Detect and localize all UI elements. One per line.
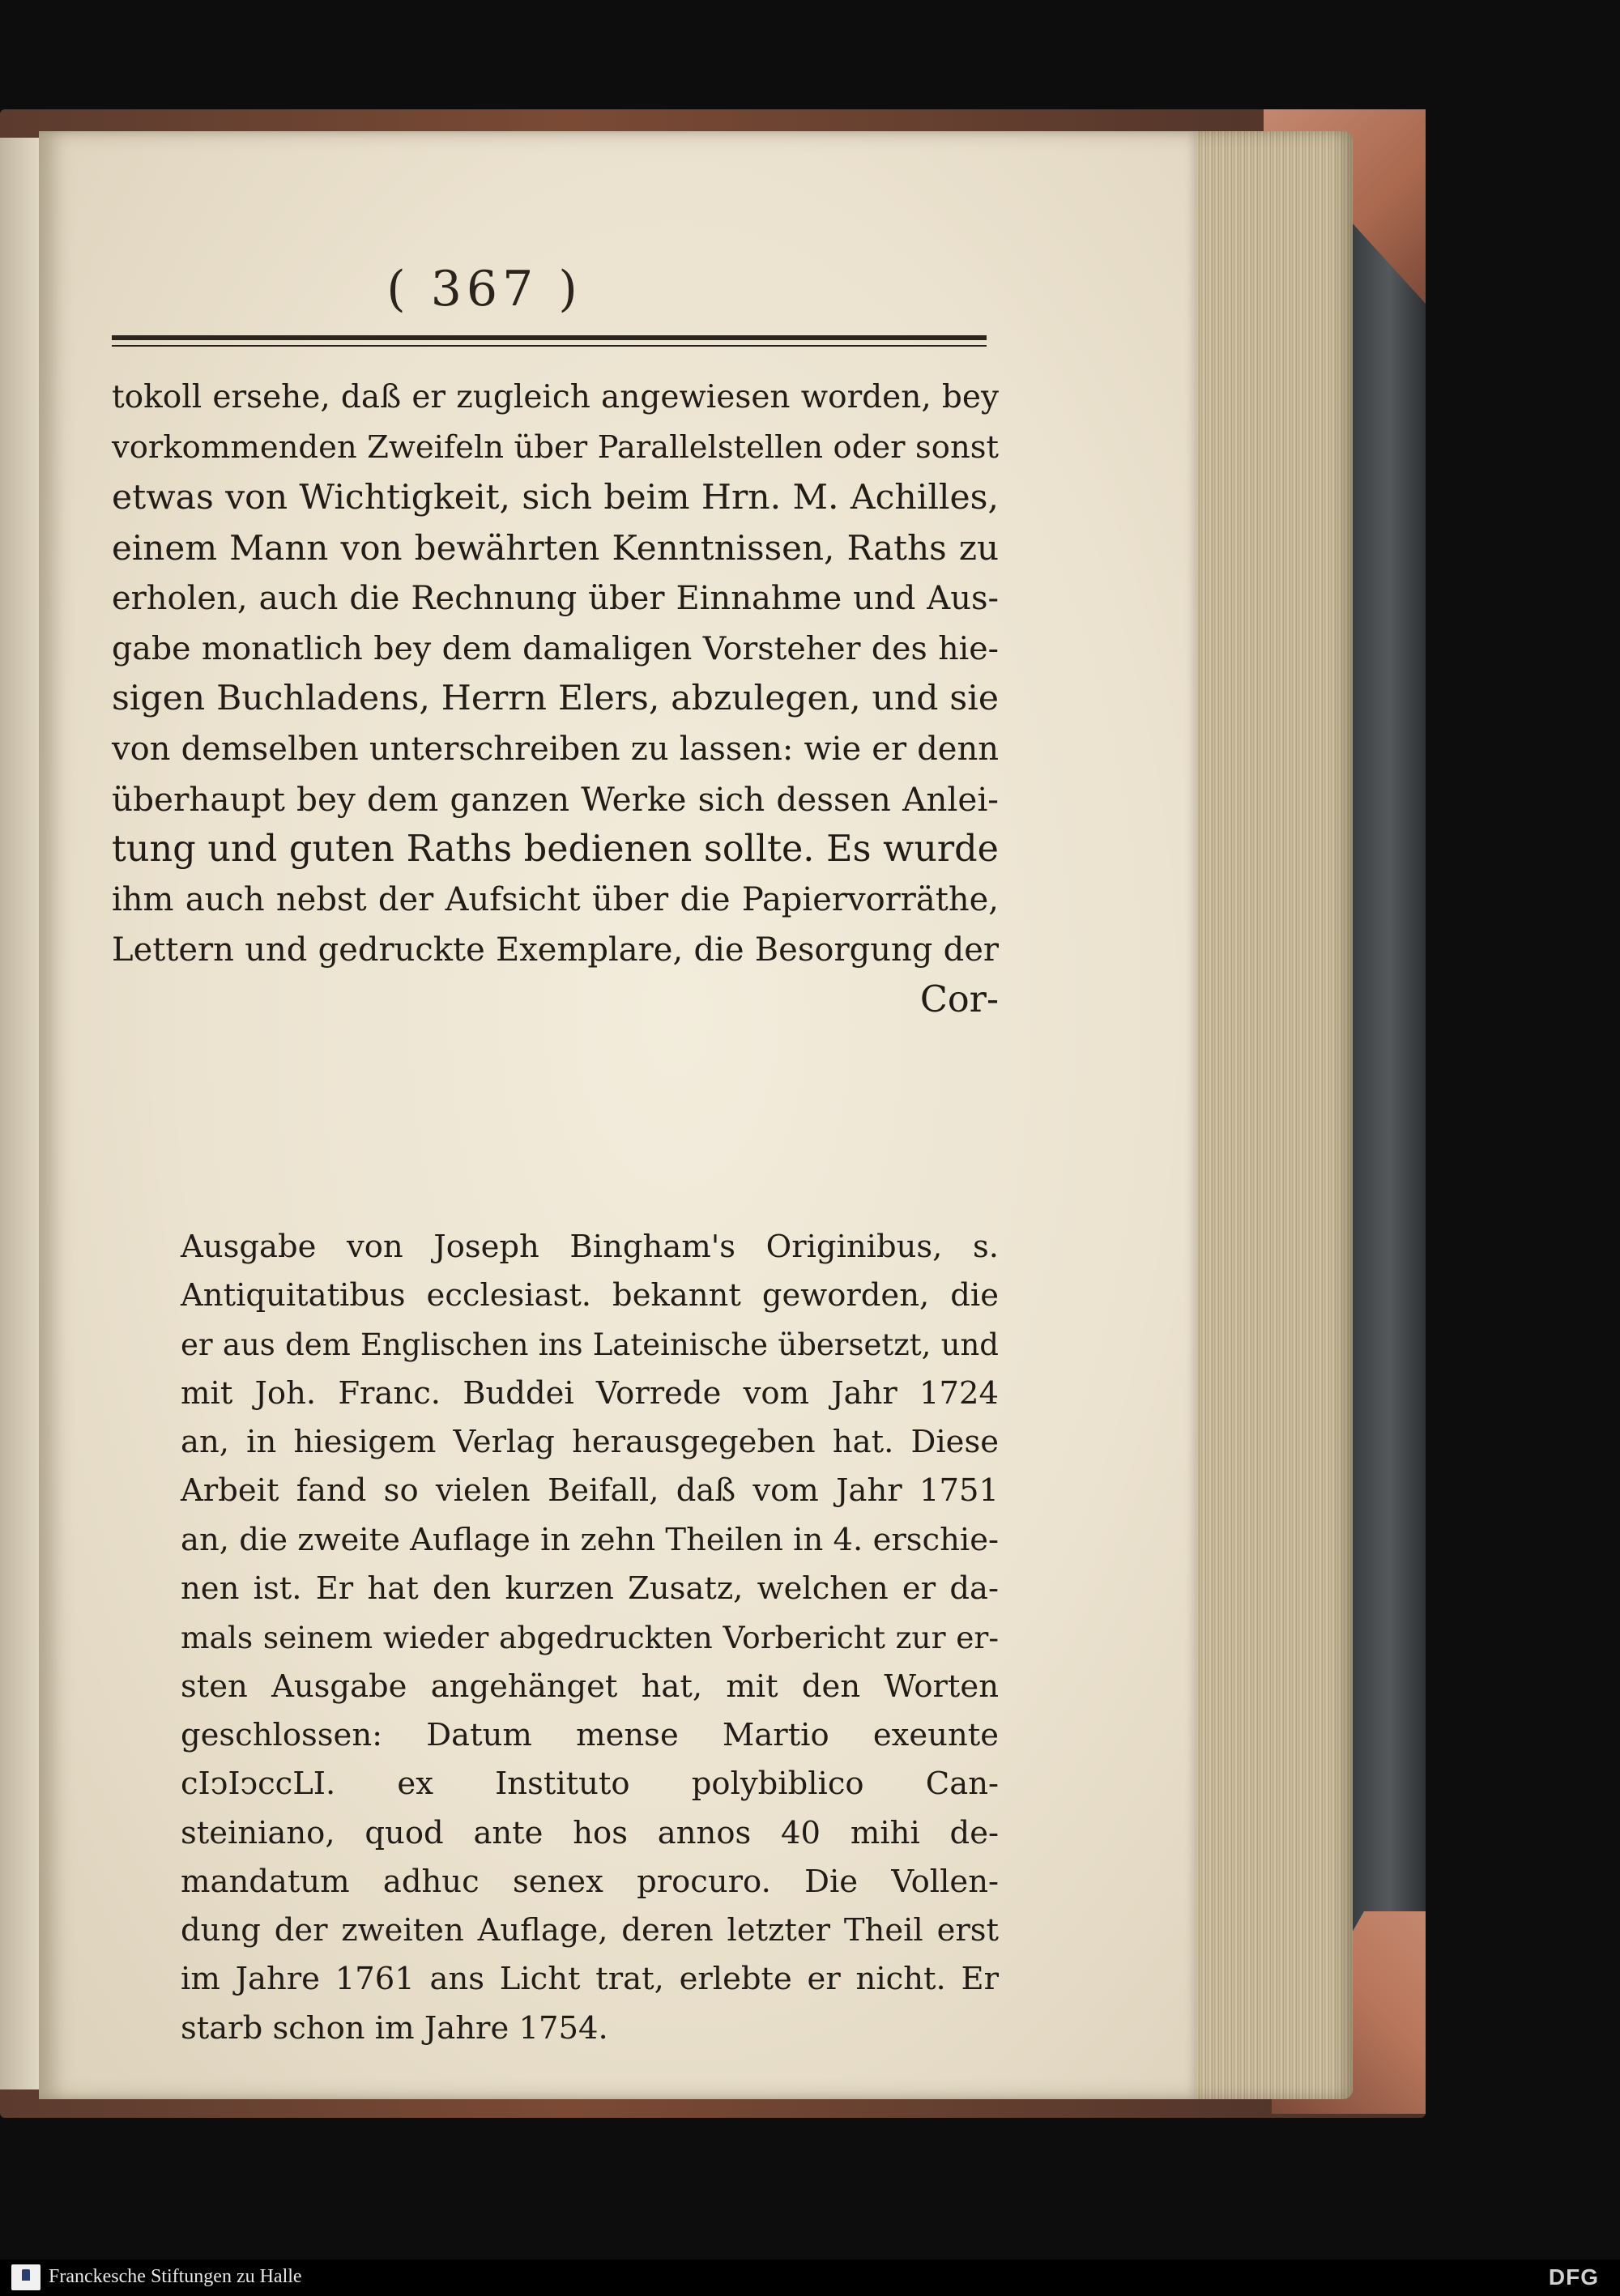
footnote-line: cIↄIↄccLI. ex Instituto polybiblico Can- [181, 1766, 999, 1803]
page-block-edges [1187, 131, 1353, 2099]
footnote-line: dung der zweiten Auflage, deren letzter Theil erst [181, 1912, 999, 1949]
footnote-line: Arbeit fand so vielen Beifall, daß vom Jahr 1751 [181, 1472, 999, 1510]
footnote-line: steiniano, quod ante hos annos 40 mihi de- [181, 1814, 999, 1851]
text-line: sigen Buchladens, Herrn Elers, abzulegen, und sie [112, 679, 999, 718]
book-page [39, 131, 1197, 2099]
footnote [181, 1223, 999, 2053]
book-board [1353, 154, 1426, 2081]
text-line: tung und guten Raths bedienen sollte. Es wurde [112, 829, 999, 870]
footnote-line: er aus dem Englischen ins Lateinische übersetzt, und [181, 1327, 999, 1362]
main-text [112, 373, 999, 1025]
page-number: ( 367 ) [386, 261, 582, 317]
left-page-edge [0, 138, 40, 2089]
footnote-line: nen ist. Er hat den kurzen Zusatz, welchen er da- [181, 1570, 999, 1608]
footnote-line: mandatum adhuc senex procuro. Die Vollen- [181, 1863, 999, 1900]
footnote-line: an, die zweite Auflage in zehn Theilen in 4. erschie- [181, 1521, 999, 1558]
footnote-line: an, in hiesigem Verlag herausgegeben hat. Diese [181, 1424, 999, 1461]
institution-logo-icon [11, 2264, 40, 2290]
institution-name: Franckesche Stiftungen zu Halle [49, 2266, 302, 2287]
catchword: Cor- [919, 979, 999, 1020]
footnote-line: mit Joh. Franc. Buddei Vorrede vom Jahr 1724 [181, 1374, 999, 1412]
text-line: vorkommenden Zweifeln über Parallelstellen oder sonst [112, 429, 999, 466]
footnote-line: sten Ausgabe angehänget hat, mit den Worten [181, 1668, 999, 1705]
text-line: etwas von Wichtigkeit, sich beim Hrn. M. Achilles, [112, 478, 999, 518]
text-line: einem Mann von bewährten Kenntnissen, Raths zu [112, 528, 999, 568]
header-rule-thin [112, 345, 987, 347]
footnote-line: Antiquitatibus ecclesiast. bekannt geworden, die [181, 1277, 999, 1314]
footnote-line: mals seinem wieder abgedruckten Vorbericht zur er- [181, 1620, 999, 1656]
text-line: tokoll ersehe, daß er zugleich angewiesen worden, bey [112, 379, 999, 415]
footnote-line: geschlossen: Datum mense Martio exeunte [181, 1716, 999, 1753]
text-line: erholen, auch die Rechnung über Einnahme und Aus- [112, 580, 999, 617]
text-line: ihm auch nebst der Aufsicht über die Papiervorräthe, [112, 881, 999, 918]
footer-bar [0, 2260, 1620, 2296]
footnote-line: im Jahre 1761 ans Licht trat, erlebte er nicht. Er [181, 1961, 999, 1998]
footnote-line: Ausgabe von Joseph Bingham's Originibus, s. [181, 1229, 999, 1265]
footnote-line: starb schon im Jahre 1754. [181, 2009, 608, 2047]
header-rule [112, 335, 987, 340]
text-line: von demselben unterschreiben zu lassen: wie er denn [112, 731, 999, 768]
text-line: überhaupt bey dem ganzen Werke sich dessen Anlei- [112, 780, 999, 819]
text-line: Lettern und gedruckte Exemplare, die Besorgung der [112, 931, 999, 969]
text-line: gabe monatlich bey dem damaligen Vorsteher des hie- [112, 630, 999, 667]
dfg-logo: DFG [1548, 2264, 1599, 2290]
